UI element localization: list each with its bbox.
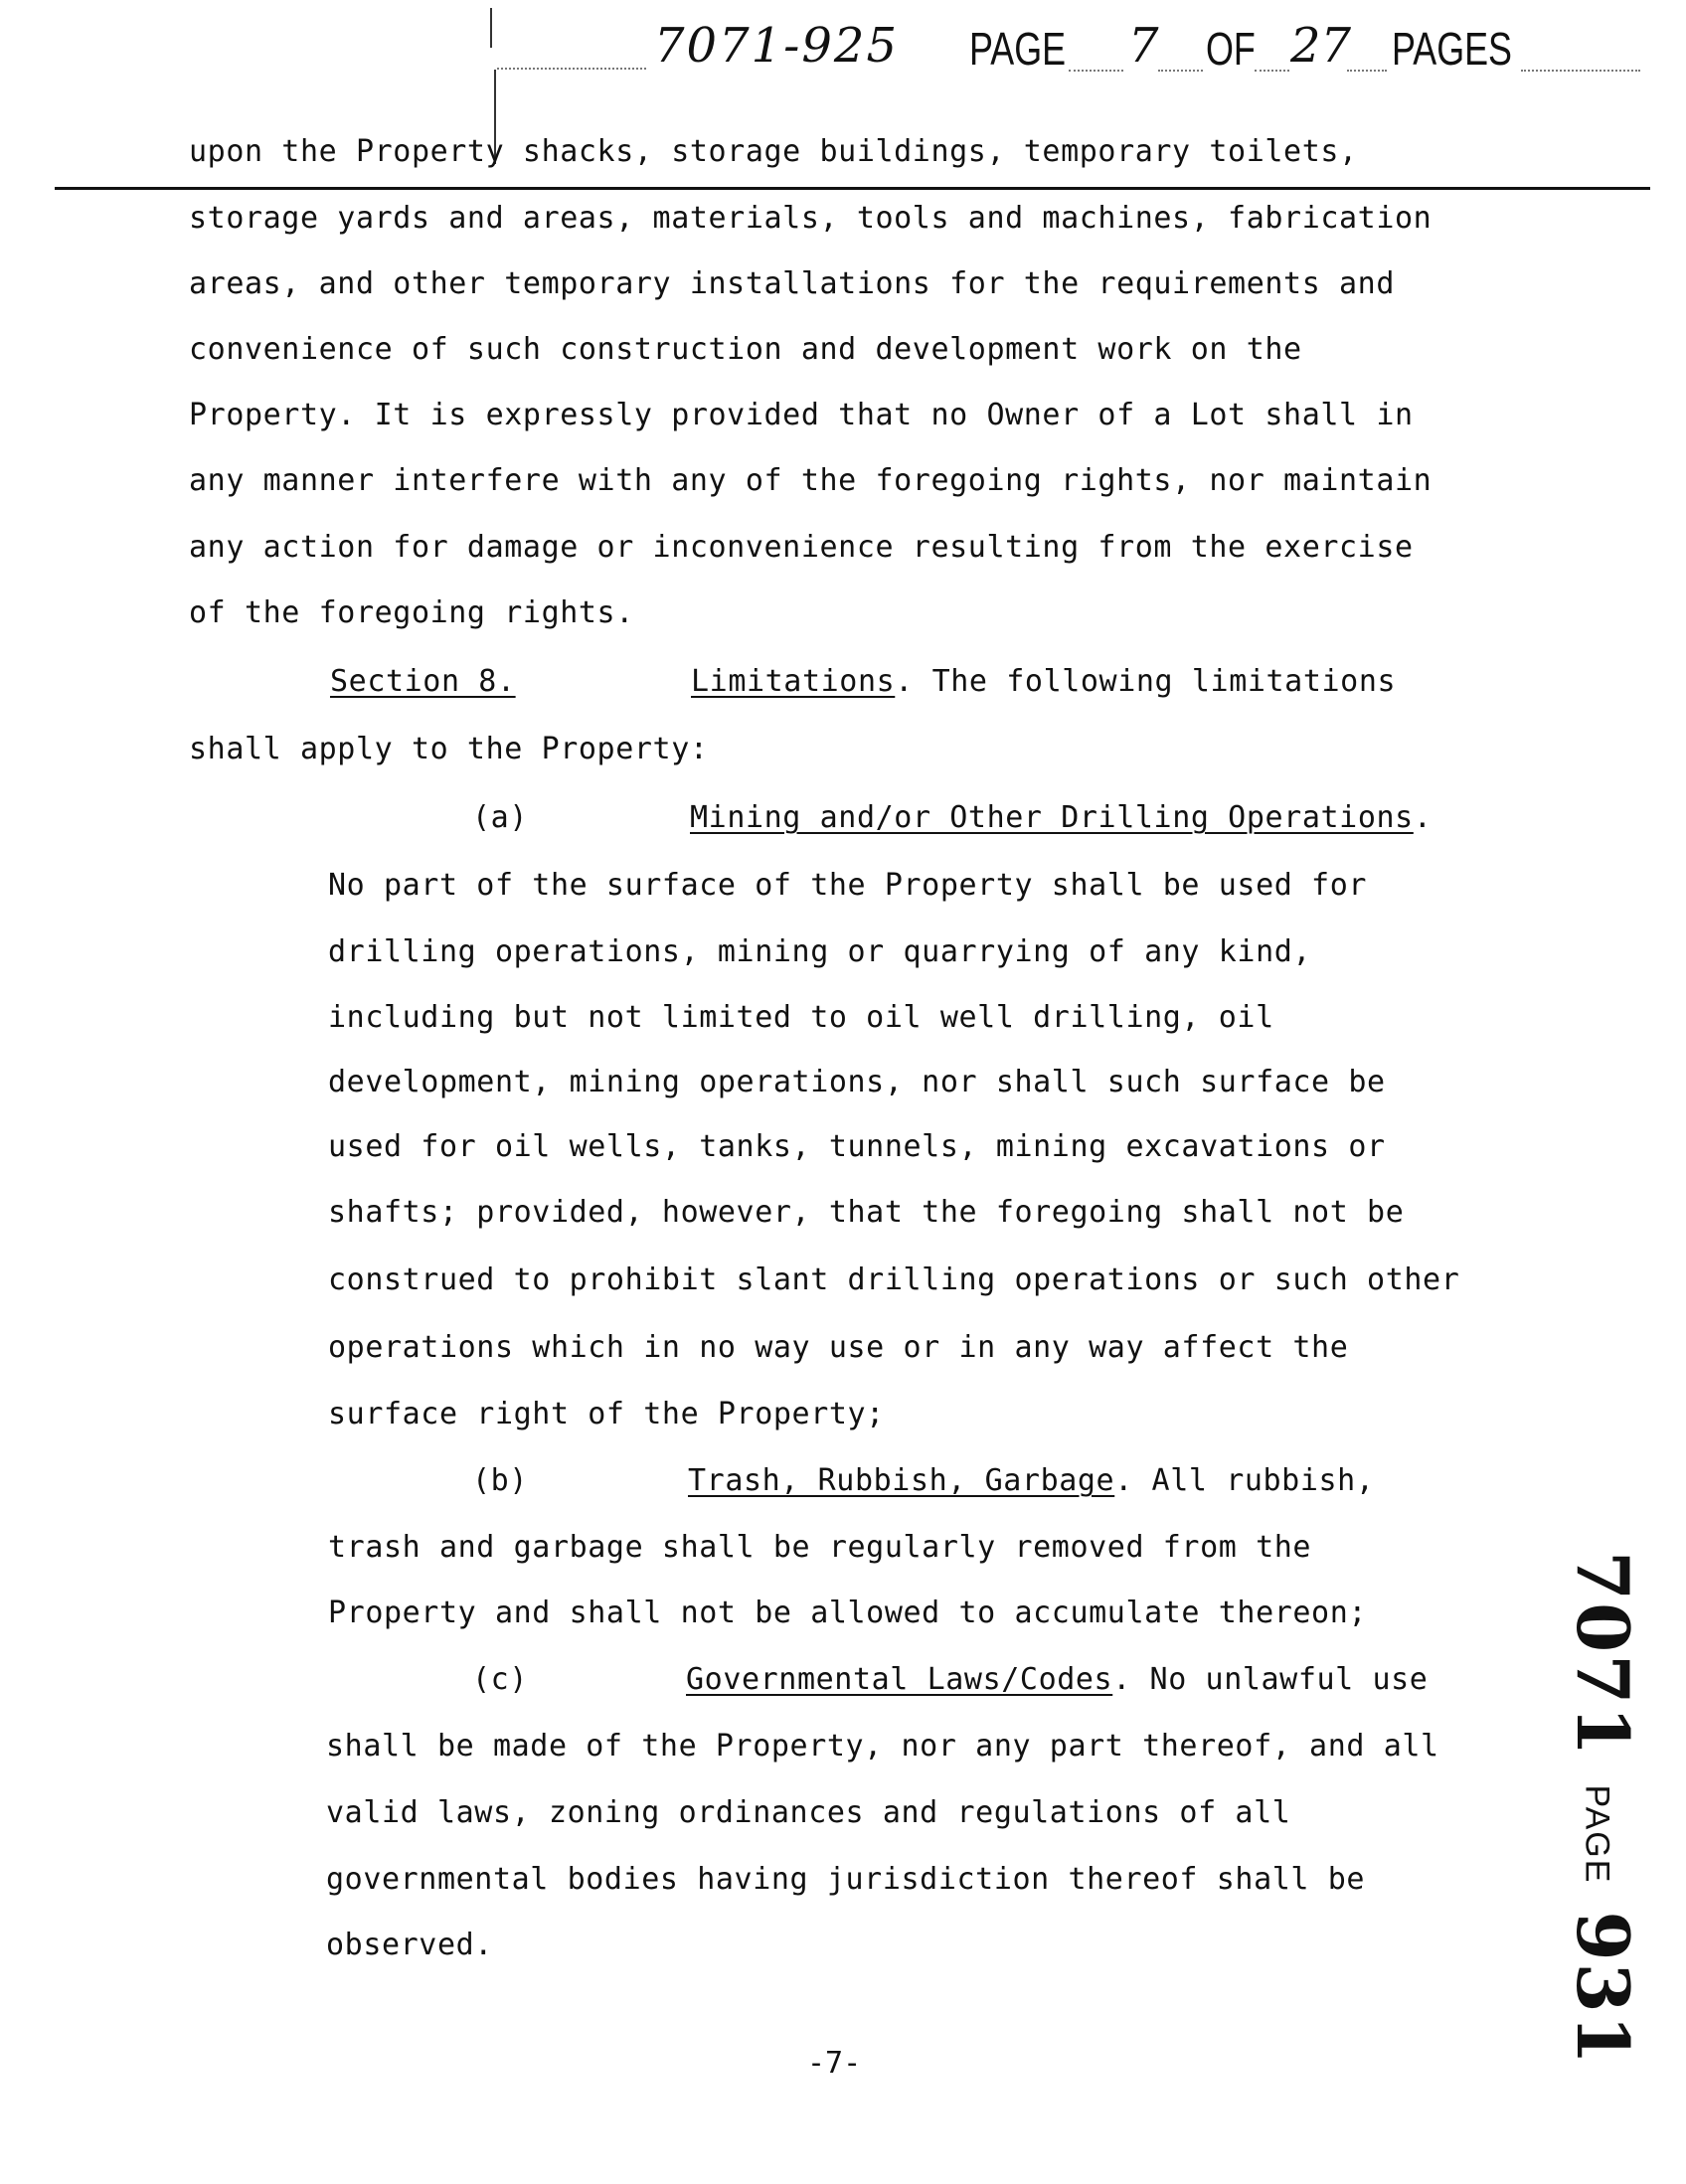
page-footer-number: -7- xyxy=(807,2046,862,2081)
item-title: Trash, Rubbish, Garbage xyxy=(688,1463,1115,1498)
scan-mark xyxy=(490,8,492,48)
item-label: (c) xyxy=(472,1662,528,1697)
body-line: Property and shall not be allowed to accumulate thereon; xyxy=(328,1596,1368,1630)
item-title-end: . xyxy=(1413,800,1433,835)
body-line: used for oil wells, tanks, tunnels, mining excavations or xyxy=(328,1129,1386,1164)
item-title: Mining and/or Other Drilling Operations xyxy=(690,800,1414,835)
body-line: of the foregoing rights. xyxy=(189,595,634,630)
handwritten-total-pages: 27 xyxy=(1290,18,1352,74)
item-title-line xyxy=(686,1662,1428,1697)
body-line: governmental bodies having jurisdiction thereof shall be xyxy=(326,1862,1366,1897)
header-dotted-rule xyxy=(1069,70,1123,72)
item-label: (a) xyxy=(472,800,528,835)
section-heading xyxy=(330,664,516,699)
item-label: (b) xyxy=(472,1463,528,1498)
body-line: drilling operations, mining or quarrying of any kind, xyxy=(328,934,1312,969)
section-title: Limitations xyxy=(691,664,896,699)
header-dotted-rule xyxy=(1521,70,1640,72)
body-line: trash and garbage shall be regularly removed from the xyxy=(328,1530,1312,1565)
body-line: any manner interfere with any of the foregoing rights, nor maintain xyxy=(189,463,1433,498)
body-line: upon the Property shacks, storage buildings, temporary toilets, xyxy=(189,134,1358,169)
header-of-word: OF xyxy=(1206,23,1256,75)
header-dotted-rule xyxy=(497,68,646,70)
body-line: shall be made of the Property, nor any part thereof, and all xyxy=(326,1729,1439,1764)
body-line: storage yards and areas, materials, tools and machines, fabrication xyxy=(189,201,1433,236)
body-line: areas, and other temporary installations for the requirements and xyxy=(189,266,1395,301)
body-line: any action for damage or inconvenience resulting from the exercise xyxy=(189,530,1414,565)
body-line: valid laws, zoning ordinances and regulations of all xyxy=(326,1795,1291,1830)
body-line: Property. It is expressly provided that no Owner of a Lot shall in xyxy=(189,398,1414,432)
stamp-book-number: 7071 xyxy=(1561,1551,1645,1759)
stamp-page-word: PAGE xyxy=(1578,1784,1616,1885)
body-line: including but not limited to oil well drilling, oil xyxy=(328,1000,1274,1035)
item-title-line xyxy=(688,1463,1374,1498)
header-dotted-rule xyxy=(1347,70,1387,72)
header-pages-word: PAGES xyxy=(1392,23,1512,75)
item-title-end: . All rubbish, xyxy=(1114,1463,1375,1498)
body-line: operations which in no way use or in any way affect the xyxy=(328,1330,1349,1365)
body-line: development, mining operations, nor shall such surface be xyxy=(328,1065,1386,1099)
recording-stamp xyxy=(1496,1551,1645,2067)
body-line: construed to prohibit slant drilling operations or such other xyxy=(328,1262,1460,1297)
body-line: No part of the surface of the Property shall be used for xyxy=(328,868,1368,903)
section-intro: . The following limitations xyxy=(895,664,1397,699)
header-page-word: PAGE xyxy=(969,23,1067,75)
item-title-line xyxy=(690,800,1432,835)
horizontal-rule xyxy=(55,187,1650,190)
handwritten-page-number: 7 xyxy=(1128,18,1159,74)
body-line: observed. xyxy=(326,1928,493,1962)
body-line: shall apply to the Property: xyxy=(189,732,709,766)
body-line: surface right of the Property; xyxy=(328,1397,885,1431)
section-title-line xyxy=(691,664,1396,699)
header-dotted-rule xyxy=(1255,70,1289,72)
handwritten-doc-number: 7071-925 xyxy=(654,18,899,74)
body-line: convenience of such construction and development work on the xyxy=(189,332,1302,367)
body-line: shafts; provided, however, that the foregoing shall not be xyxy=(328,1195,1405,1230)
stamp-page-number: 931 xyxy=(1561,1911,1645,2067)
item-title-end: . No unlawful use xyxy=(1112,1662,1429,1697)
header-dotted-rule xyxy=(1158,70,1203,72)
section-number: Section 8. xyxy=(330,664,516,699)
item-title: Governmental Laws/Codes xyxy=(686,1662,1113,1697)
